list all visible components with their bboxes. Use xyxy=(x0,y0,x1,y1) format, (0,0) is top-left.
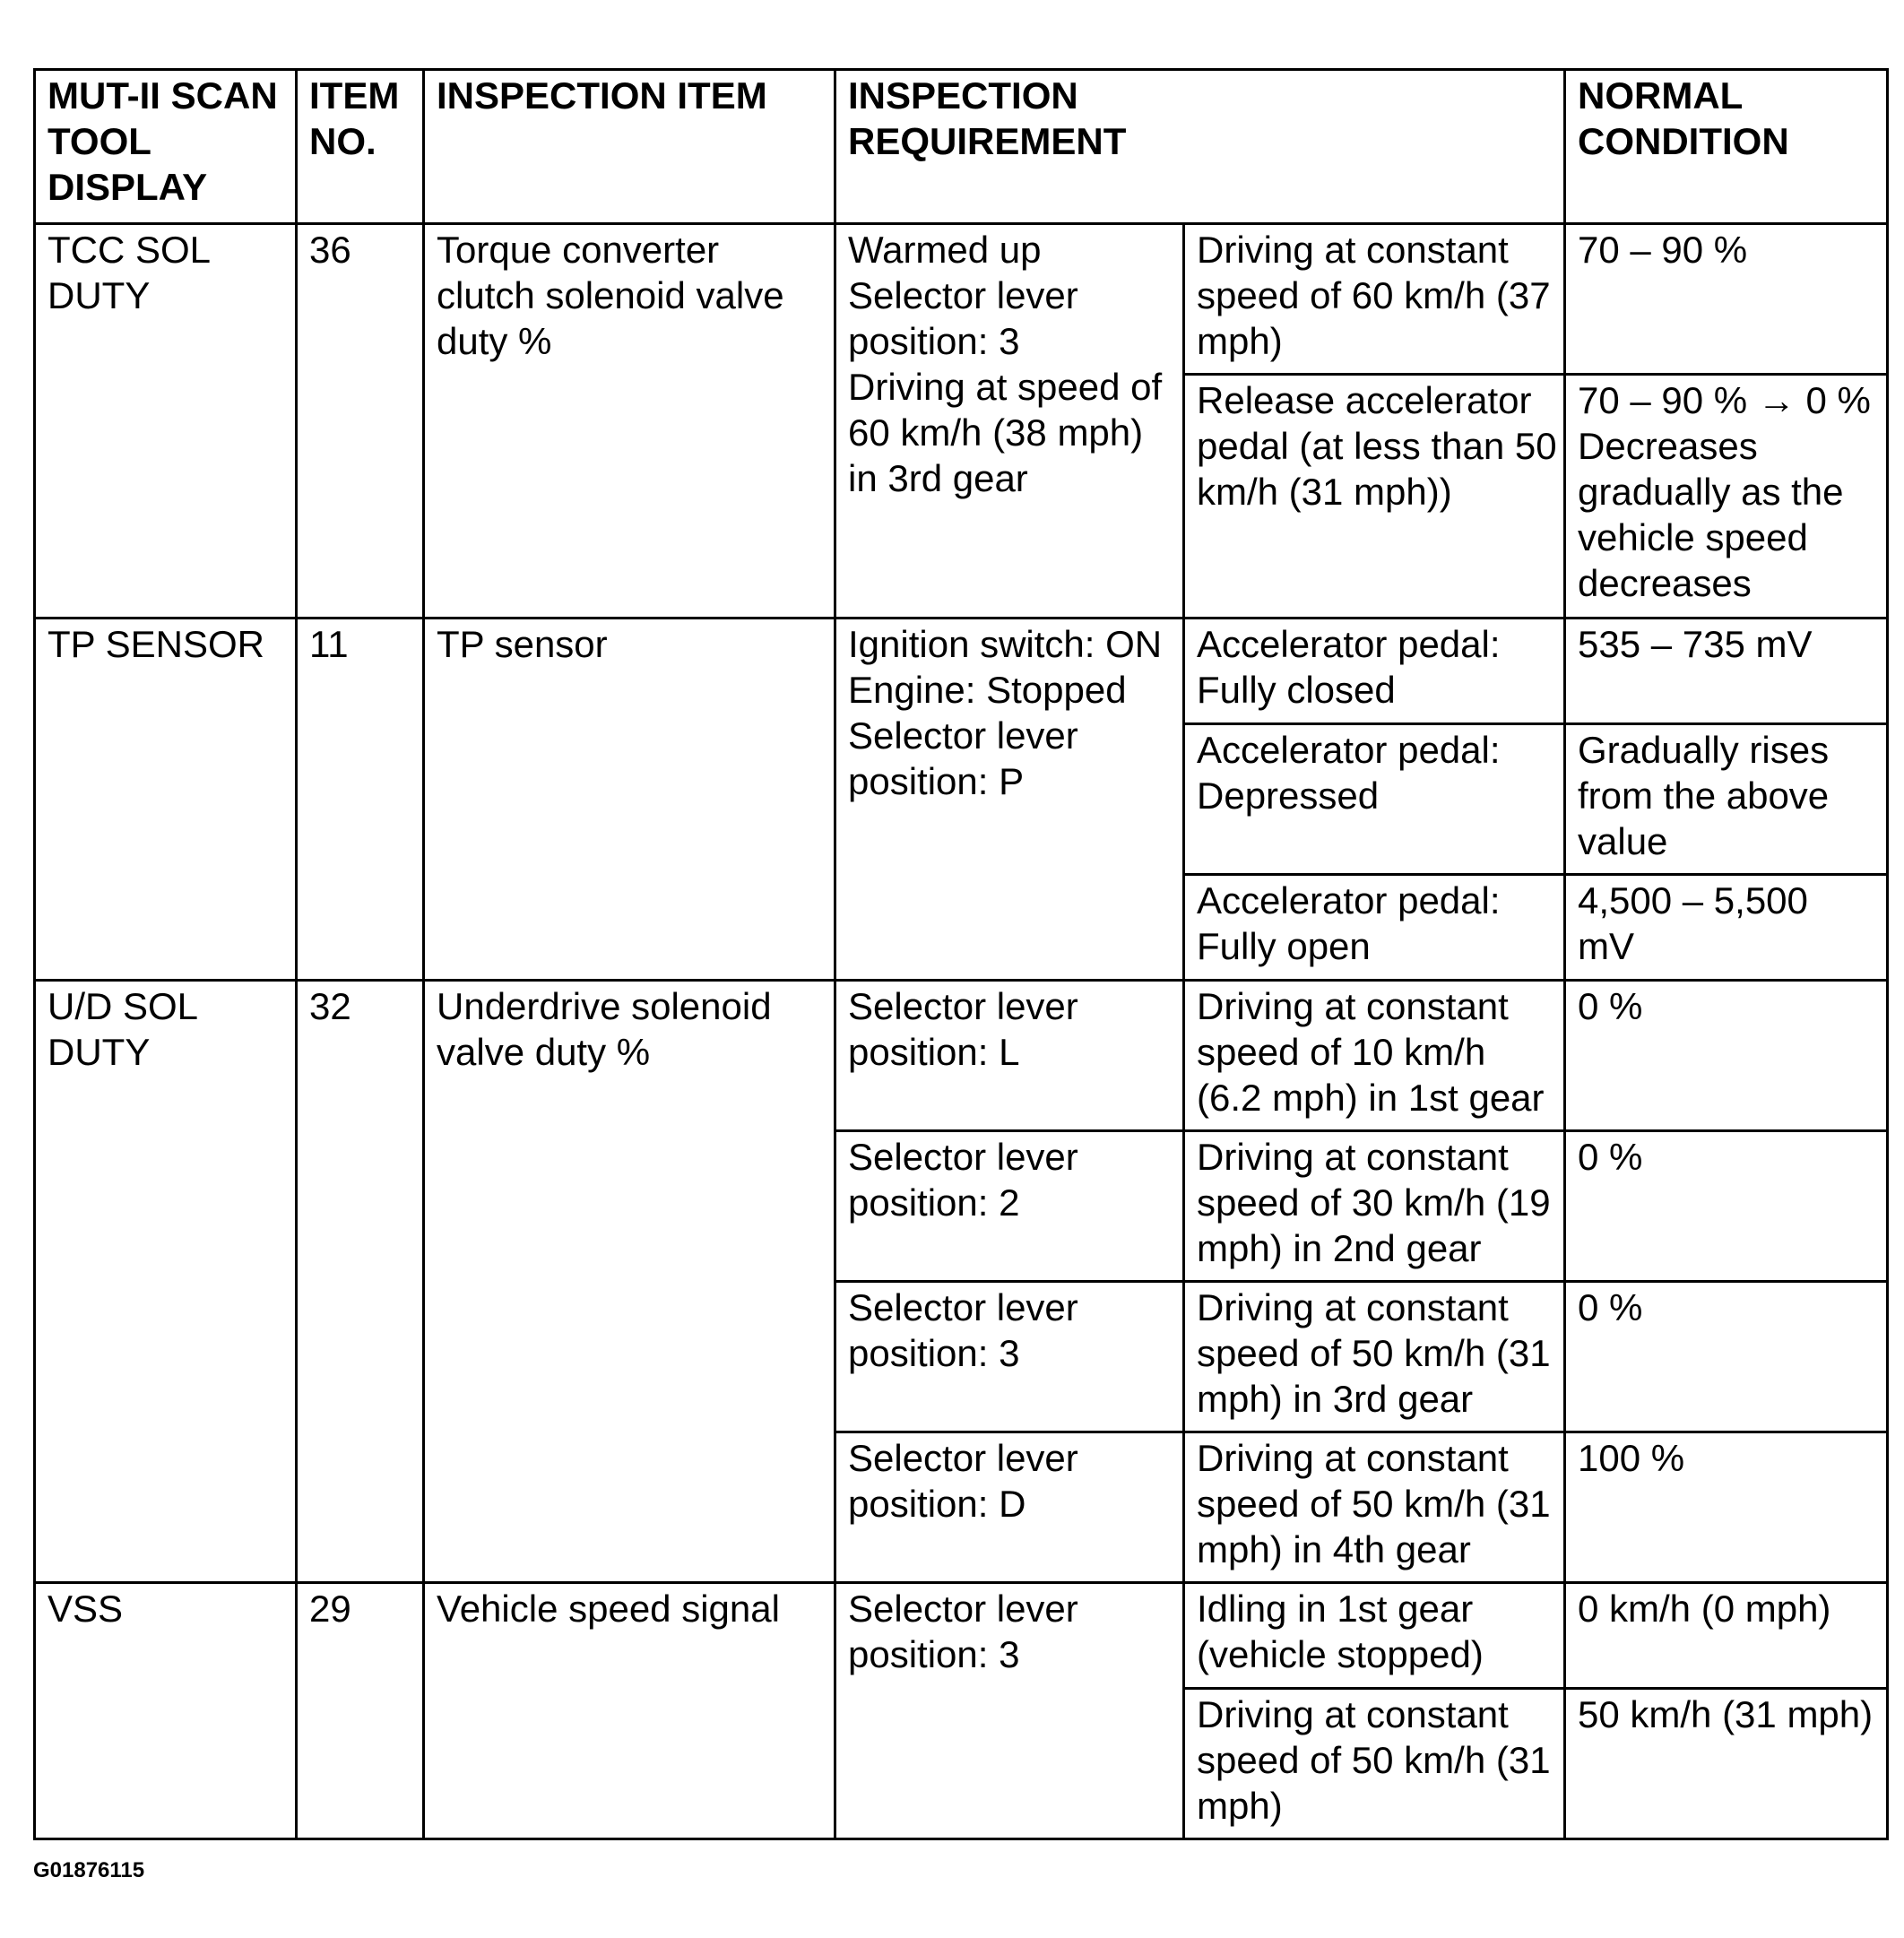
table-row xyxy=(35,224,1888,375)
requirement-cell: Selector lever position: 3 xyxy=(835,1583,1184,1839)
normal-line: Decreases gradually as the vehicle speed decreases xyxy=(1578,425,1844,604)
inspection-item-cell: Torque converter clutch solenoid valve duty % xyxy=(424,224,835,619)
requirement-line: Selector lever position: 3 xyxy=(848,274,1078,362)
item-no-cell: 29 xyxy=(297,1583,424,1839)
item-no-cell: 11 xyxy=(297,619,424,981)
condition-cell xyxy=(1184,619,1565,724)
condition-cell xyxy=(1184,875,1565,981)
header-row xyxy=(35,70,1888,224)
inspection-item-cell: TP sensor xyxy=(424,619,835,981)
requirement-cell xyxy=(835,619,1184,981)
condition-cell: Idling in 1st gear (vehicle stopped) xyxy=(1184,1583,1565,1689)
normal-condition-cell: Gradually rises from the above value xyxy=(1565,724,1888,875)
condition-line: Fully open xyxy=(1197,925,1371,967)
condition-cell: Driving at constant speed of 60 km/h (37 mph) xyxy=(1184,224,1565,375)
condition-cell: Release accelerator pedal (at less than 50 km/h (31 mph)) xyxy=(1184,375,1565,619)
header-normal-condition: NORMAL CONDITION xyxy=(1565,70,1888,224)
requirement-line: Warmed up xyxy=(848,229,1042,271)
requirement-cell xyxy=(835,224,1184,619)
display-cell: VSS xyxy=(35,1583,297,1839)
display-cell: TP SENSOR xyxy=(35,619,297,981)
inspection-item-cell: Underdrive solenoid valve duty % xyxy=(424,981,835,1583)
condition-cell: Driving at constant speed of 10 km/h (6.2 mph) in 1st gear xyxy=(1184,981,1565,1131)
header-inspection-requirement-text: INSPECTION REQUIREMENT xyxy=(848,74,1127,162)
header-inspection-item: INSPECTION ITEM xyxy=(424,70,835,224)
requirement-cell: Selector lever position: 2 xyxy=(835,1131,1184,1282)
condition-line: Accelerator pedal: xyxy=(1197,623,1501,665)
table-row xyxy=(35,619,1888,724)
condition-cell: Driving at constant speed of 30 km/h (19 mph) in 2nd gear xyxy=(1184,1131,1565,1282)
condition-line: Depressed xyxy=(1197,774,1380,817)
normal-condition-cell: 0 % xyxy=(1565,981,1888,1131)
display-cell: U/D SOL DUTY xyxy=(35,981,297,1583)
requirement-line: Selector lever position: P xyxy=(848,714,1078,802)
requirement-cell: Selector lever position: 3 xyxy=(835,1282,1184,1432)
normal-condition-cell: 0 % xyxy=(1565,1131,1888,1282)
condition-line: Accelerator pedal: xyxy=(1197,879,1501,921)
normal-condition-cell: 70 – 90 % xyxy=(1565,224,1888,375)
normal-condition-cell: 0 % xyxy=(1565,1282,1888,1432)
header-display: MUT-II SCAN TOOL DISPLAY xyxy=(35,70,297,224)
requirement-cell: Selector lever position: L xyxy=(835,981,1184,1131)
normal-condition-cell: 100 % xyxy=(1565,1432,1888,1583)
condition-line: Accelerator pedal: xyxy=(1197,729,1501,771)
figure-id: G01876115 xyxy=(33,1858,145,1882)
item-no-cell: 32 xyxy=(297,981,424,1583)
normal-condition-cell: 535 – 735 mV xyxy=(1565,619,1888,724)
normal-condition-cell: 50 km/h (31 mph) xyxy=(1565,1689,1888,1839)
normal-condition-cell: 0 km/h (0 mph) xyxy=(1565,1583,1888,1689)
inspection-item-cell: Vehicle speed signal xyxy=(424,1583,835,1839)
normal-condition-cell: 4,500 – 5,500 mV xyxy=(1565,875,1888,981)
condition-cell xyxy=(1184,724,1565,875)
header-inspection-requirement xyxy=(835,70,1565,224)
condition-cell: Driving at constant speed of 50 km/h (31 mph) xyxy=(1184,1689,1565,1839)
requirement-line: Engine: Stopped xyxy=(848,669,1127,711)
header-item-no: ITEM NO. xyxy=(297,70,424,224)
condition-cell: Driving at constant speed of 50 km/h (31 mph) in 4th gear xyxy=(1184,1432,1565,1583)
requirement-cell: Selector lever position: D xyxy=(835,1432,1184,1583)
item-no-cell: 36 xyxy=(297,224,424,619)
requirement-line: Driving at speed of 60 km/h (38 mph) in 3rd gear xyxy=(848,366,1163,499)
condition-cell: Driving at constant speed of 50 km/h (31 mph) in 3rd gear xyxy=(1184,1282,1565,1432)
inspection-table xyxy=(33,68,1889,1840)
normal-condition-cell xyxy=(1565,375,1888,619)
table-row xyxy=(35,1583,1888,1689)
table-row xyxy=(35,981,1888,1131)
display-cell: TCC SOL DUTY xyxy=(35,224,297,619)
requirement-line: Ignition switch: ON xyxy=(848,623,1163,665)
condition-line: Fully closed xyxy=(1197,669,1396,711)
normal-line: 70 – 90 % → 0 % xyxy=(1578,379,1871,421)
